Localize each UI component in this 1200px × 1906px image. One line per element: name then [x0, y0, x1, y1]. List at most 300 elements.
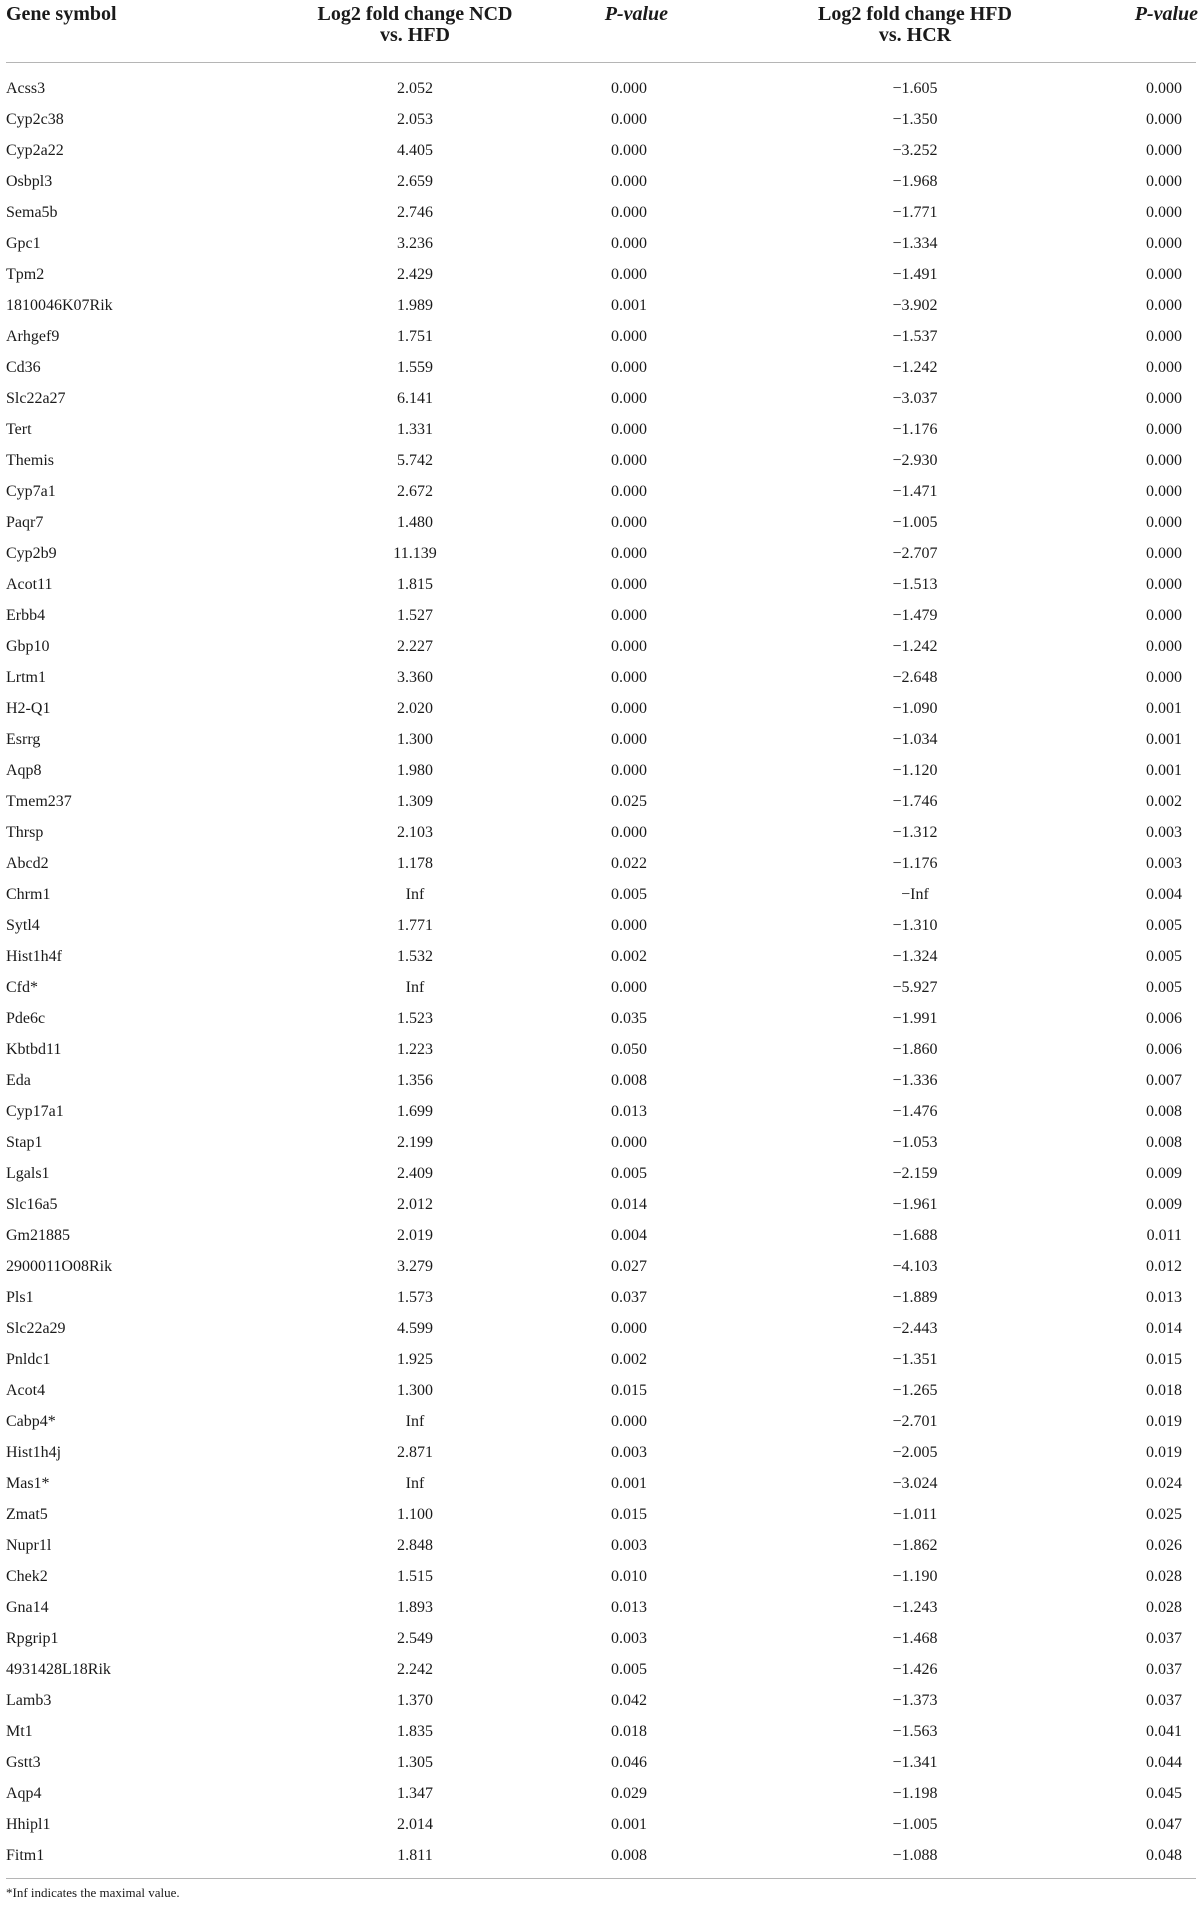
gene-symbol-cell: Cyp2b9: [6, 545, 57, 562]
gene-symbol-cell: Mt1: [6, 1723, 33, 1740]
gene-symbol-cell: Thrsp: [6, 824, 44, 841]
fold-change-hfd-hcr-cell: −2.701: [892, 1413, 938, 1430]
fold-change-hfd-hcr-cell: −1.746: [892, 793, 938, 810]
p-value-1-cell: 0.001: [611, 1475, 647, 1492]
table-row: [0, 356, 1200, 387]
p-value-1-cell: 0.005: [611, 1661, 647, 1678]
gene-symbol-cell: Pnldc1: [6, 1351, 51, 1368]
fold-change-hfd-hcr-cell: −1.688: [892, 1227, 938, 1244]
fold-change-hfd-hcr-cell: −1.310: [892, 917, 938, 934]
fold-change-ncd-hfd-cell: Inf: [405, 1475, 425, 1492]
fold-change-ncd-hfd-cell: 2.549: [397, 1630, 433, 1647]
fold-change-hfd-hcr-cell: −1.471: [892, 483, 938, 500]
p-value-1-cell: 0.000: [611, 514, 647, 531]
table-row: [0, 480, 1200, 511]
p-value-1-cell: 0.000: [611, 483, 647, 500]
table-row: [0, 1224, 1200, 1255]
fold-change-hfd-hcr-cell: −1.190: [892, 1568, 938, 1585]
table-row: [0, 1410, 1200, 1441]
table-row: [0, 1441, 1200, 1472]
p-value-2-cell: 0.006: [1146, 1010, 1182, 1027]
p-value-1-cell: 0.000: [611, 1134, 647, 1151]
fold-change-hfd-hcr-cell: −1.862: [892, 1537, 938, 1554]
fold-change-hfd-hcr-cell: −1.991: [892, 1010, 938, 1027]
table-row: [0, 1689, 1200, 1720]
table-header: [0, 0, 1200, 62]
table-row: [0, 604, 1200, 635]
fold-change-ncd-hfd-cell: 2.014: [397, 1816, 433, 1833]
gene-symbol-cell: 4931428L18Rik: [6, 1661, 111, 1678]
p-value-2-cell: 0.008: [1146, 1134, 1182, 1151]
table-row: [0, 914, 1200, 945]
fold-change-ncd-hfd-cell: 1.300: [397, 1382, 433, 1399]
table-row: [0, 1472, 1200, 1503]
p-value-1-cell: 0.000: [611, 421, 647, 438]
gene-symbol-cell: Zmat5: [6, 1506, 48, 1523]
p-value-2-cell: 0.045: [1146, 1785, 1182, 1802]
p-value-2-cell: 0.024: [1146, 1475, 1182, 1492]
p-value-1-cell: 0.000: [611, 204, 647, 221]
p-value-1-cell: 0.000: [611, 917, 647, 934]
gene-symbol-cell: H2-Q1: [6, 700, 51, 717]
p-value-1-cell: 0.018: [611, 1723, 647, 1740]
table-row: [0, 1038, 1200, 1069]
header-fold-change-ncd-vs-hfd-line2: vs. HFD: [380, 24, 450, 46]
gene-symbol-cell: Cyp2a22: [6, 142, 64, 159]
fold-change-ncd-hfd-cell: 1.980: [397, 762, 433, 779]
table-row: [0, 945, 1200, 976]
fold-change-hfd-hcr-cell: −1.341: [892, 1754, 938, 1771]
p-value-1-cell: 0.014: [611, 1196, 647, 1213]
p-value-1-cell: 0.000: [611, 1320, 647, 1337]
fold-change-ncd-hfd-cell: 1.223: [397, 1041, 433, 1058]
fold-change-ncd-hfd-cell: 2.019: [397, 1227, 433, 1244]
fold-change-ncd-hfd-cell: 1.178: [397, 855, 433, 872]
p-value-2-cell: 0.000: [1146, 452, 1182, 469]
gene-symbol-cell: Gbp10: [6, 638, 50, 655]
gene-symbol-cell: Themis: [6, 452, 54, 469]
table-row: [0, 635, 1200, 666]
gene-symbol-cell: Pde6c: [6, 1010, 46, 1027]
table-row: [0, 1255, 1200, 1286]
p-value-2-cell: 0.000: [1146, 638, 1182, 655]
gene-symbol-cell: Hist1h4f: [6, 948, 62, 965]
table-row: [0, 232, 1200, 263]
fold-change-hfd-hcr-cell: −3.037: [892, 390, 938, 407]
fold-change-hfd-hcr-cell: −3.902: [892, 297, 938, 314]
gene-symbol-cell: Osbpl3: [6, 173, 53, 190]
table-body: [0, 77, 1200, 1875]
fold-change-hfd-hcr-cell: −1.605: [892, 80, 938, 97]
p-value-2-cell: 0.002: [1146, 793, 1182, 810]
p-value-1-cell: 0.000: [611, 235, 647, 252]
gene-symbol-cell: Arhgef9: [6, 328, 60, 345]
p-value-2-cell: 0.037: [1146, 1661, 1182, 1678]
table-row: [0, 1565, 1200, 1596]
fold-change-hfd-hcr-cell: −1.034: [892, 731, 938, 748]
table-row: [0, 201, 1200, 232]
fold-change-ncd-hfd-cell: 1.356: [397, 1072, 433, 1089]
header-rule: [6, 62, 1196, 63]
gene-symbol-cell: Fitm1: [6, 1847, 45, 1864]
fold-change-hfd-hcr-cell: −Inf: [901, 886, 929, 903]
gene-symbol-cell: Sema5b: [6, 204, 58, 221]
p-value-1-cell: 0.022: [611, 855, 647, 872]
p-value-2-cell: 0.011: [1146, 1227, 1182, 1244]
fold-change-hfd-hcr-cell: −4.103: [892, 1258, 938, 1275]
gene-symbol-cell: Cyp2c38: [6, 111, 64, 128]
p-value-2-cell: 0.000: [1146, 390, 1182, 407]
gene-symbol-cell: 2900011O08Rik: [6, 1258, 113, 1275]
fold-change-hfd-hcr-cell: −1.860: [892, 1041, 938, 1058]
gene-symbol-cell: Cabp4*: [6, 1413, 56, 1430]
p-value-1-cell: 0.000: [611, 731, 647, 748]
table-row: [0, 1286, 1200, 1317]
p-value-2-cell: 0.048: [1146, 1847, 1182, 1864]
fold-change-hfd-hcr-cell: −2.159: [892, 1165, 938, 1182]
fold-change-hfd-hcr-cell: −1.005: [892, 514, 938, 531]
table-row: [0, 294, 1200, 325]
gene-symbol-cell: Mas1*: [6, 1475, 50, 1492]
p-value-1-cell: 0.000: [611, 328, 647, 345]
p-value-1-cell: 0.000: [611, 607, 647, 624]
table-row: [0, 573, 1200, 604]
fold-change-ncd-hfd-cell: 1.532: [397, 948, 433, 965]
fold-change-ncd-hfd-cell: 1.480: [397, 514, 433, 531]
fold-change-hfd-hcr-cell: −1.334: [892, 235, 938, 252]
p-value-1-cell: 0.005: [611, 1165, 647, 1182]
p-value-2-cell: 0.003: [1146, 824, 1182, 841]
header-gene-symbol: Gene symbol: [6, 3, 117, 25]
fold-change-ncd-hfd-cell: 1.347: [397, 1785, 433, 1802]
p-value-2-cell: 0.000: [1146, 235, 1182, 252]
fold-change-ncd-hfd-cell: 1.751: [397, 328, 433, 345]
fold-change-ncd-hfd-cell: 2.409: [397, 1165, 433, 1182]
p-value-1-cell: 0.013: [611, 1599, 647, 1616]
p-value-1-cell: 0.010: [611, 1568, 647, 1585]
table-row: [0, 666, 1200, 697]
p-value-1-cell: 0.003: [611, 1537, 647, 1554]
table-row: [0, 976, 1200, 1007]
gene-symbol-cell: Gstt3: [6, 1754, 41, 1771]
p-value-2-cell: 0.018: [1146, 1382, 1182, 1399]
p-value-2-cell: 0.009: [1146, 1165, 1182, 1182]
p-value-2-cell: 0.047: [1146, 1816, 1182, 1833]
table-row: [0, 170, 1200, 201]
fold-change-ncd-hfd-cell: Inf: [405, 1413, 425, 1430]
p-value-2-cell: 0.005: [1146, 948, 1182, 965]
fold-change-ncd-hfd-cell: 1.699: [397, 1103, 433, 1120]
p-value-2-cell: 0.041: [1146, 1723, 1182, 1740]
gene-symbol-cell: Eda: [6, 1072, 31, 1089]
p-value-2-cell: 0.025: [1146, 1506, 1182, 1523]
fold-change-hfd-hcr-cell: −1.243: [892, 1599, 938, 1616]
fold-change-hfd-hcr-cell: −2.707: [892, 545, 938, 562]
p-value-1-cell: 0.046: [611, 1754, 647, 1771]
p-value-1-cell: 0.000: [611, 452, 647, 469]
p-value-1-cell: 0.000: [611, 111, 647, 128]
p-value-1-cell: 0.000: [611, 669, 647, 686]
p-value-2-cell: 0.000: [1146, 514, 1182, 531]
gene-symbol-cell: Chek2: [6, 1568, 48, 1585]
p-value-1-cell: 0.005: [611, 886, 647, 903]
p-value-1-cell: 0.002: [611, 948, 647, 965]
fold-change-ncd-hfd-cell: 1.331: [397, 421, 433, 438]
p-value-1-cell: 0.000: [611, 390, 647, 407]
fold-change-hfd-hcr-cell: −1.563: [892, 1723, 938, 1740]
p-value-1-cell: 0.003: [611, 1630, 647, 1647]
fold-change-ncd-hfd-cell: 4.405: [397, 142, 433, 159]
fold-change-ncd-hfd-cell: 2.052: [397, 80, 433, 97]
p-value-2-cell: 0.000: [1146, 142, 1182, 159]
fold-change-ncd-hfd-cell: 2.659: [397, 173, 433, 190]
fold-change-ncd-hfd-cell: 1.573: [397, 1289, 433, 1306]
p-value-2-cell: 0.004: [1146, 886, 1182, 903]
fold-change-ncd-hfd-cell: Inf: [405, 886, 425, 903]
fold-change-hfd-hcr-cell: −3.024: [892, 1475, 938, 1492]
fold-change-ncd-hfd-cell: 2.053: [397, 111, 433, 128]
p-value-1-cell: 0.025: [611, 793, 647, 810]
p-value-2-cell: 0.037: [1146, 1630, 1182, 1647]
p-value-2-cell: 0.014: [1146, 1320, 1182, 1337]
table-row: [0, 1162, 1200, 1193]
fold-change-hfd-hcr-cell: −1.350: [892, 111, 938, 128]
gene-symbol-cell: Chrm1: [6, 886, 51, 903]
fold-change-hfd-hcr-cell: −2.005: [892, 1444, 938, 1461]
gene-symbol-cell: Tert: [6, 421, 32, 438]
fold-change-hfd-hcr-cell: −1.468: [892, 1630, 938, 1647]
p-value-2-cell: 0.001: [1146, 731, 1182, 748]
p-value-1-cell: 0.003: [611, 1444, 647, 1461]
header-fold-change-hfd-vs-hcr: [790, 4, 1040, 46]
gene-symbol-cell: Gpc1: [6, 235, 41, 252]
table-row: [0, 418, 1200, 449]
fold-change-ncd-hfd-cell: 1.100: [397, 1506, 433, 1523]
fold-change-hfd-hcr-cell: −5.927: [892, 979, 938, 996]
gene-symbol-cell: Cd36: [6, 359, 41, 376]
fold-change-ncd-hfd-cell: 1.989: [397, 297, 433, 314]
table-row: [0, 1503, 1200, 1534]
table-row: [0, 139, 1200, 170]
p-value-2-cell: 0.026: [1146, 1537, 1182, 1554]
table-row: [0, 1131, 1200, 1162]
table-row: [0, 1658, 1200, 1689]
header-p-value-1: P-value: [604, 3, 668, 25]
fold-change-ncd-hfd-cell: 1.300: [397, 731, 433, 748]
p-value-2-cell: 0.028: [1146, 1568, 1182, 1585]
p-value-1-cell: 0.000: [611, 266, 647, 283]
fold-change-hfd-hcr-cell: −1.324: [892, 948, 938, 965]
fold-change-hfd-hcr-cell: −1.176: [892, 855, 938, 872]
p-value-2-cell: 0.000: [1146, 173, 1182, 190]
table-row: [0, 325, 1200, 356]
fold-change-ncd-hfd-cell: 2.871: [397, 1444, 433, 1461]
p-value-1-cell: 0.001: [611, 297, 647, 314]
p-value-1-cell: 0.004: [611, 1227, 647, 1244]
fold-change-ncd-hfd-cell: Inf: [405, 979, 425, 996]
gene-symbol-cell: Cfd*: [6, 979, 38, 996]
table-row: [0, 387, 1200, 418]
gene-symbol-cell: Esrrg: [6, 731, 41, 748]
p-value-2-cell: 0.005: [1146, 917, 1182, 934]
gene-symbol-cell: Lamb3: [6, 1692, 52, 1709]
table-row: [0, 1844, 1200, 1875]
gene-symbol-cell: Sytl4: [6, 917, 40, 934]
fold-change-hfd-hcr-cell: −1.537: [892, 328, 938, 345]
fold-change-hfd-hcr-cell: −1.088: [892, 1847, 938, 1864]
header-fold-change-ncd-vs-hfd-line1: Log2 fold change NCD: [317, 3, 513, 25]
p-value-1-cell: 0.000: [611, 762, 647, 779]
p-value-1-cell: 0.008: [611, 1847, 647, 1864]
gene-symbol-cell: Cyp17a1: [6, 1103, 64, 1120]
table-row: [0, 1379, 1200, 1410]
gene-symbol-cell: Gna14: [6, 1599, 49, 1616]
p-value-1-cell: 0.050: [611, 1041, 647, 1058]
table-row: [0, 1596, 1200, 1627]
p-value-2-cell: 0.000: [1146, 669, 1182, 686]
fold-change-ncd-hfd-cell: 1.559: [397, 359, 433, 376]
header-fold-change-ncd-vs-hfd: [290, 4, 540, 46]
gene-symbol-cell: Aqp4: [6, 1785, 42, 1802]
header-p-value-2: P-value: [1134, 3, 1198, 25]
p-value-2-cell: 0.000: [1146, 111, 1182, 128]
gene-symbol-cell: Slc22a29: [6, 1320, 66, 1337]
fold-change-hfd-hcr-cell: −2.443: [892, 1320, 938, 1337]
fold-change-ncd-hfd-cell: 5.742: [397, 452, 433, 469]
p-value-1-cell: 0.027: [611, 1258, 647, 1275]
p-value-2-cell: 0.003: [1146, 855, 1182, 872]
fold-change-ncd-hfd-cell: 1.305: [397, 1754, 433, 1771]
fold-change-ncd-hfd-cell: 3.360: [397, 669, 433, 686]
fold-change-ncd-hfd-cell: 3.236: [397, 235, 433, 252]
gene-symbol-cell: Erbb4: [6, 607, 46, 624]
table-row: [0, 759, 1200, 790]
table-row: [0, 1813, 1200, 1844]
p-value-2-cell: 0.037: [1146, 1692, 1182, 1709]
fold-change-ncd-hfd-cell: 1.815: [397, 576, 433, 593]
gene-symbol-cell: Lgals1: [6, 1165, 50, 1182]
p-value-1-cell: 0.015: [611, 1382, 647, 1399]
fold-change-hfd-hcr-cell: −1.242: [892, 638, 938, 655]
gene-symbol-cell: Rpgrip1: [6, 1630, 59, 1647]
p-value-1-cell: 0.000: [611, 1413, 647, 1430]
table-row: [0, 1348, 1200, 1379]
p-value-2-cell: 0.000: [1146, 266, 1182, 283]
fold-change-hfd-hcr-cell: −1.336: [892, 1072, 938, 1089]
fold-change-ncd-hfd-cell: 1.523: [397, 1010, 433, 1027]
fold-change-hfd-hcr-cell: −1.491: [892, 266, 938, 283]
gene-symbol-cell: Abcd2: [6, 855, 49, 872]
gene-symbol-cell: Acot11: [6, 576, 53, 593]
p-value-1-cell: 0.000: [611, 638, 647, 655]
p-value-1-cell: 0.000: [611, 173, 647, 190]
table-row: [0, 1627, 1200, 1658]
gene-symbol-cell: Aqp8: [6, 762, 42, 779]
table-row: [0, 1720, 1200, 1751]
p-value-2-cell: 0.006: [1146, 1041, 1182, 1058]
fold-change-hfd-hcr-cell: −1.242: [892, 359, 938, 376]
gene-symbol-cell: Paqr7: [6, 514, 44, 531]
fold-change-hfd-hcr-cell: −1.351: [892, 1351, 938, 1368]
table-row: [0, 449, 1200, 480]
p-value-1-cell: 0.042: [611, 1692, 647, 1709]
fold-change-hfd-hcr-cell: −1.312: [892, 824, 938, 841]
table-bottom-rule: [6, 1878, 1196, 1879]
p-value-2-cell: 0.000: [1146, 297, 1182, 314]
fold-change-ncd-hfd-cell: 1.527: [397, 607, 433, 624]
fold-change-ncd-hfd-cell: 1.771: [397, 917, 433, 934]
p-value-2-cell: 0.000: [1146, 328, 1182, 345]
p-value-1-cell: 0.002: [611, 1351, 647, 1368]
fold-change-hfd-hcr-cell: −1.373: [892, 1692, 938, 1709]
fold-change-hfd-hcr-cell: −1.426: [892, 1661, 938, 1678]
gene-symbol-cell: Hhipl1: [6, 1816, 51, 1833]
table-row: [0, 108, 1200, 139]
p-value-2-cell: 0.000: [1146, 80, 1182, 97]
gene-symbol-cell: Slc16a5: [6, 1196, 58, 1213]
fold-change-hfd-hcr-cell: −1.053: [892, 1134, 938, 1151]
fold-change-hfd-hcr-cell: −1.265: [892, 1382, 938, 1399]
table-row: [0, 542, 1200, 573]
table-row: [0, 852, 1200, 883]
fold-change-ncd-hfd-cell: 2.242: [397, 1661, 433, 1678]
p-value-1-cell: 0.013: [611, 1103, 647, 1120]
p-value-2-cell: 0.000: [1146, 204, 1182, 221]
fold-change-hfd-hcr-cell: −1.513: [892, 576, 938, 593]
table-footnote: *Inf indicates the maximal value.: [6, 1885, 180, 1900]
fold-change-hfd-hcr-cell: −1.479: [892, 607, 938, 624]
p-value-1-cell: 0.008: [611, 1072, 647, 1089]
table-row: [0, 77, 1200, 108]
p-value-1-cell: 0.001: [611, 1816, 647, 1833]
p-value-1-cell: 0.037: [611, 1289, 647, 1306]
table-row: [0, 1317, 1200, 1348]
table-row: [0, 1193, 1200, 1224]
header-fold-change-hfd-vs-hcr-line2: vs. HCR: [878, 24, 952, 46]
fold-change-hfd-hcr-cell: −2.648: [892, 669, 938, 686]
gene-symbol-cell: Tpm2: [6, 266, 45, 283]
p-value-2-cell: 0.001: [1146, 762, 1182, 779]
table-row: [0, 790, 1200, 821]
p-value-2-cell: 0.008: [1146, 1103, 1182, 1120]
fold-change-hfd-hcr-cell: −1.476: [892, 1103, 938, 1120]
gene-symbol-cell: Kbtbd11: [6, 1041, 62, 1058]
fold-change-ncd-hfd-cell: 2.020: [397, 700, 433, 717]
fold-change-ncd-hfd-cell: 2.672: [397, 483, 433, 500]
gene-symbol-cell: Pls1: [6, 1289, 34, 1306]
p-value-2-cell: 0.000: [1146, 576, 1182, 593]
p-value-1-cell: 0.029: [611, 1785, 647, 1802]
fold-change-ncd-hfd-cell: 2.848: [397, 1537, 433, 1554]
p-value-2-cell: 0.001: [1146, 700, 1182, 717]
table-row: [0, 1069, 1200, 1100]
fold-change-ncd-hfd-cell: 2.012: [397, 1196, 433, 1213]
fold-change-ncd-hfd-cell: 6.141: [397, 390, 433, 407]
fold-change-hfd-hcr-cell: −3.252: [892, 142, 938, 159]
p-value-2-cell: 0.019: [1146, 1413, 1182, 1430]
fold-change-hfd-hcr-cell: −1.961: [892, 1196, 938, 1213]
fold-change-ncd-hfd-cell: 1.835: [397, 1723, 433, 1740]
fold-change-ncd-hfd-cell: 1.370: [397, 1692, 433, 1709]
p-value-1-cell: 0.000: [611, 142, 647, 159]
table-row: [0, 511, 1200, 542]
p-value-2-cell: 0.013: [1146, 1289, 1182, 1306]
table-row: [0, 728, 1200, 759]
fold-change-ncd-hfd-cell: 1.515: [397, 1568, 433, 1585]
p-value-1-cell: 0.000: [611, 359, 647, 376]
fold-change-hfd-hcr-cell: −1.198: [892, 1785, 938, 1802]
fold-change-hfd-hcr-cell: −1.771: [892, 204, 938, 221]
